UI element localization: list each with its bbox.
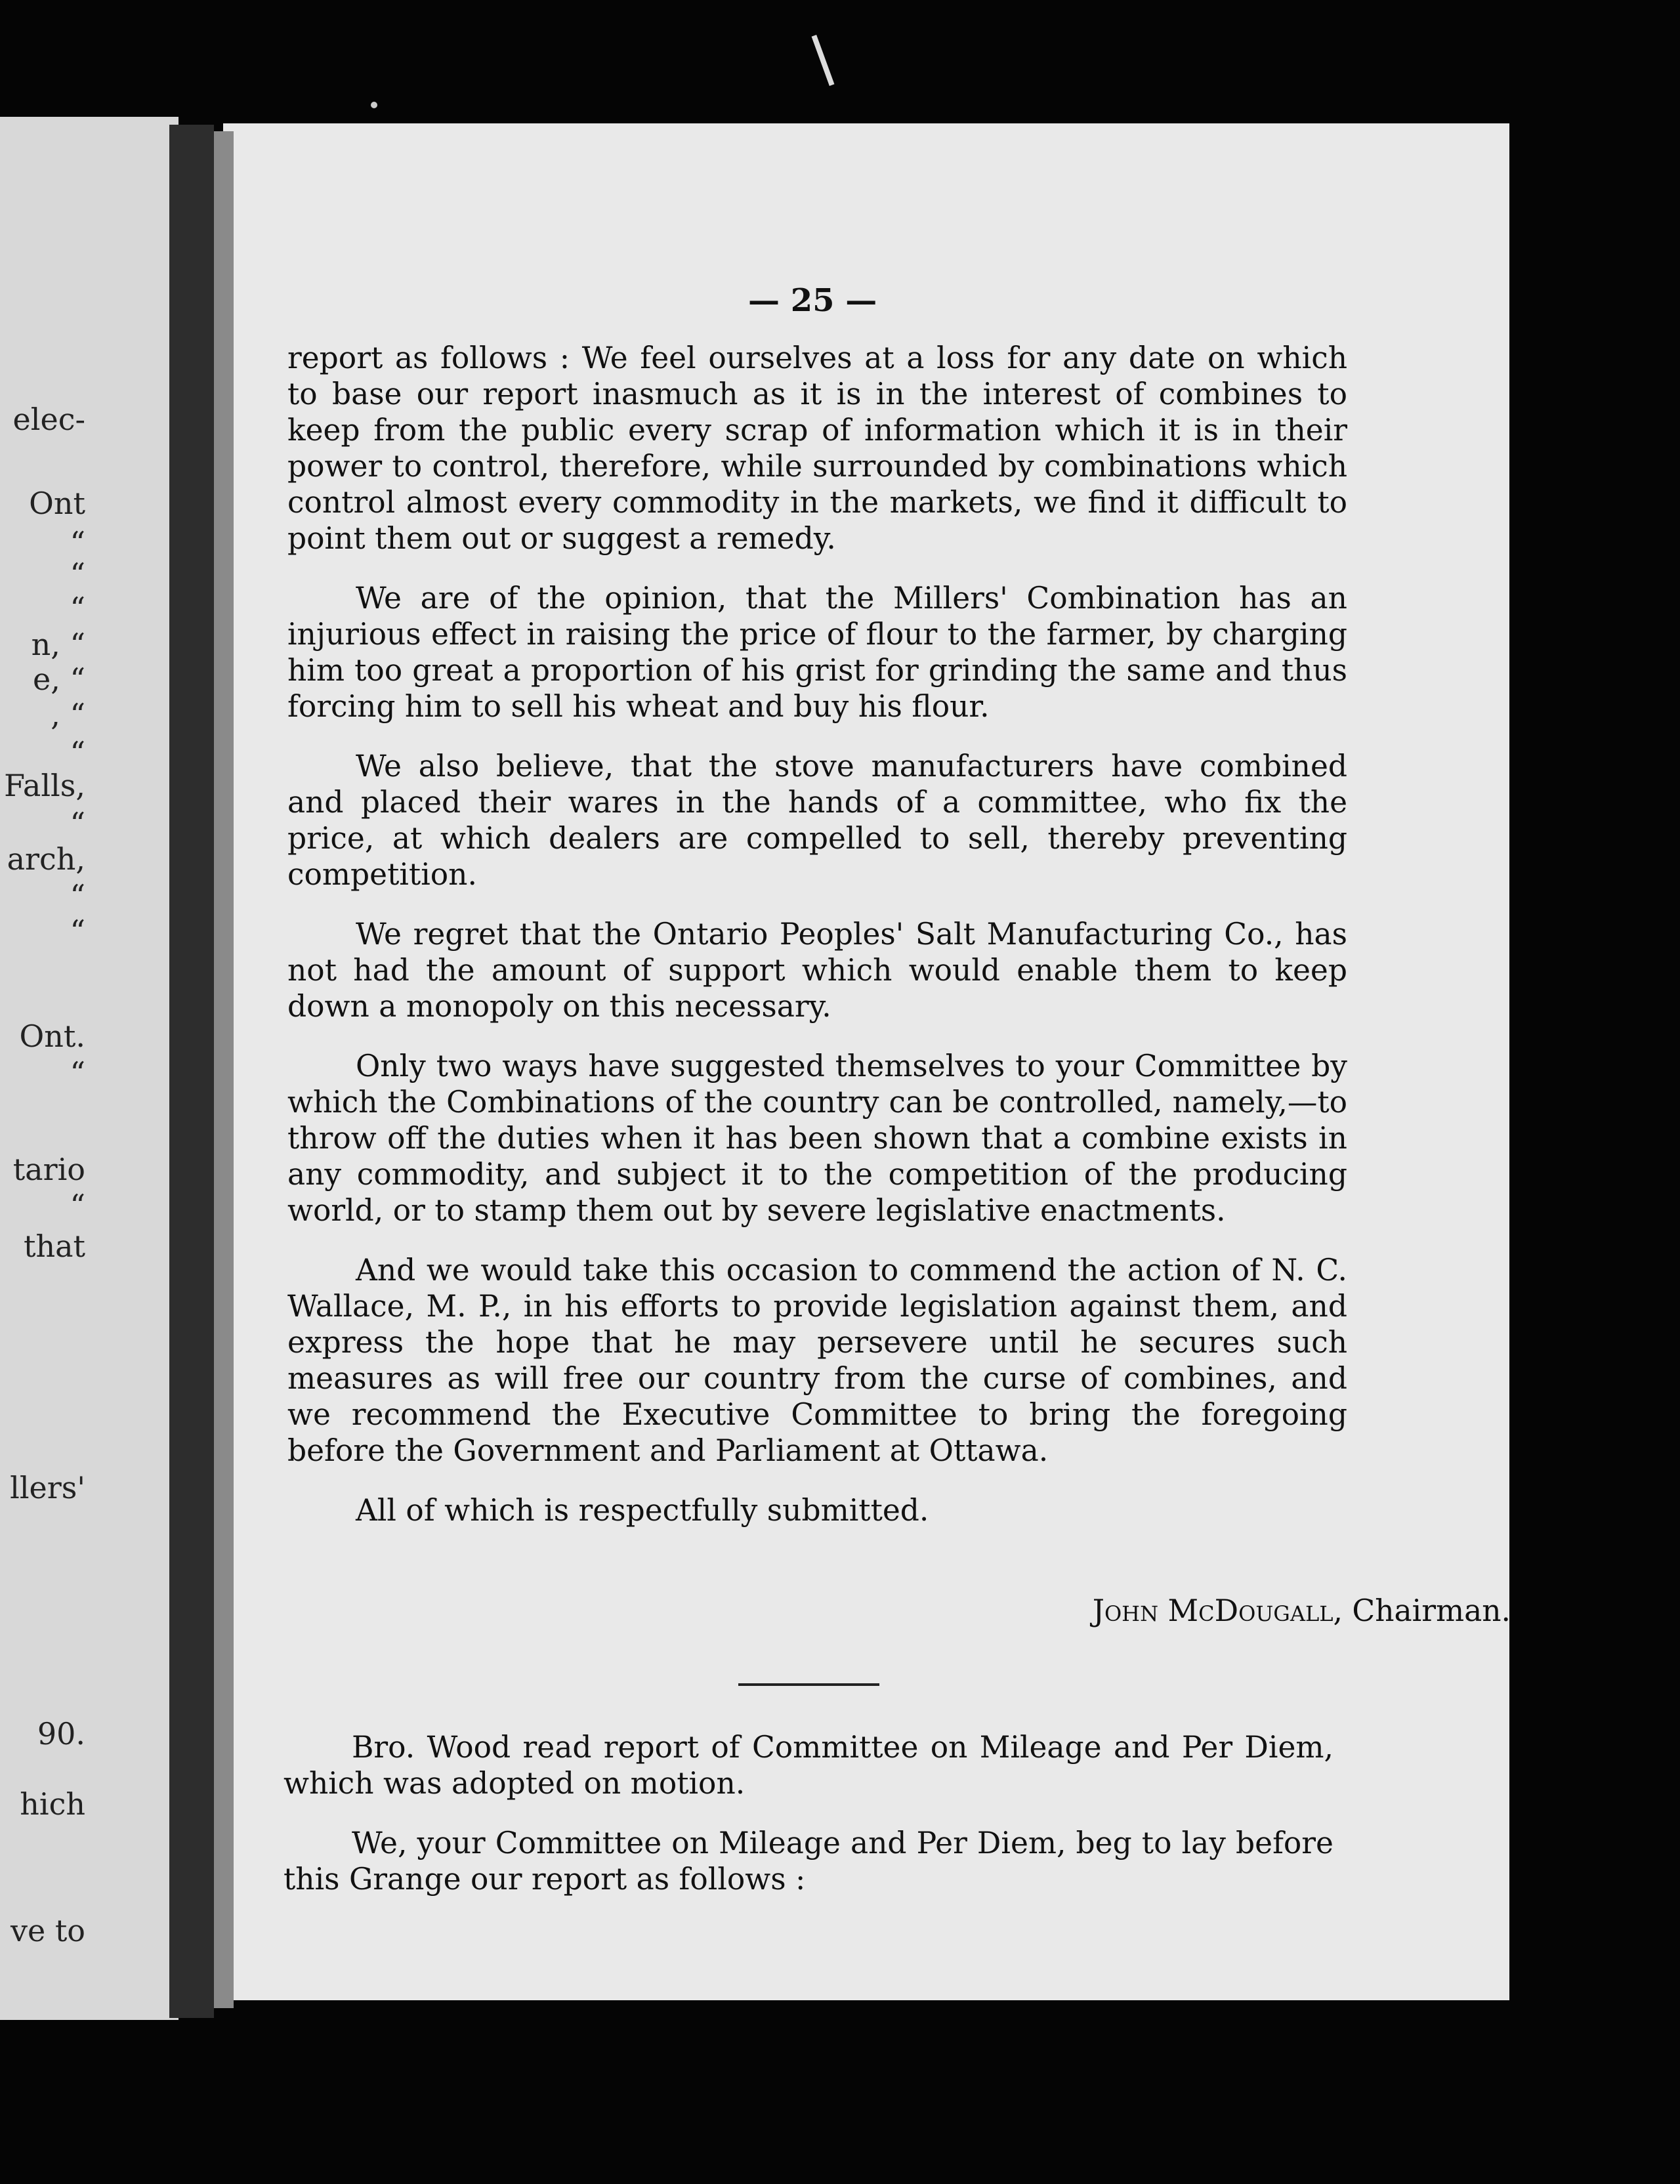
signature [1093, 1593, 1511, 1628]
previous-page-fragment: , “ [51, 697, 85, 732]
previous-page-fragment: “ [70, 1188, 85, 1223]
paragraph: And we would take this occasion to commend the action of N. C. Wallace, M. P., in his efforts to provide legislation against them, and express the hope that he may persevere until he secures such measures as will free our country from the curse of combines, and we recommend the Executive Committee to bring the foregoing before the Government and Parliament at Ottawa. [287, 1253, 1347, 1468]
previous-page-fragment: elec- [12, 402, 85, 437]
mileage-report-intro [284, 1729, 1334, 1897]
previous-page-fragment: e, “ [33, 662, 85, 697]
previous-page-fragment: “ [70, 1055, 85, 1091]
paragraph: Bro. Wood read report of Committee on Mileage and Per Diem, which was adopted on motion. [284, 1730, 1334, 1801]
previous-page-fragment: 90. [37, 1716, 85, 1752]
previous-page-fragment: “ [70, 556, 85, 592]
previous-page-fragment: n, “ [31, 627, 85, 662]
previous-page-fragment: arch, [7, 841, 85, 877]
previous-page-fragment: “ [70, 806, 85, 841]
previous-page-fragment: “ [70, 878, 85, 914]
scan-artifact [371, 102, 377, 108]
previous-page-fragment: ve to [10, 1913, 85, 1948]
paragraph: We are of the opinion, that the Millers' Combination has an injurious effect in raising the price of flour to the farmer, by charging him too great a proportion of his grist for grinding the same and thus forcing him to sell his wheat and buy his flour. [287, 581, 1347, 724]
previous-page-fragment: “ [70, 914, 85, 949]
previous-page-fragment: “ [70, 735, 85, 770]
paragraph: We, your Committee on Mileage and Per Diem, beg to lay before this Grange our report as follows : [284, 1826, 1334, 1897]
committee-report-body [287, 340, 1347, 1528]
signatory-name: John McDougall [1092, 1593, 1334, 1628]
previous-page-fragment: “ [70, 591, 85, 626]
signatory-title: , Chairman. [1333, 1593, 1511, 1628]
gutter-shadow [214, 131, 234, 2008]
paragraph: We also believe, that the stove manufacturers have combined and placed their wares in the hands of a committee, who fix the price, at which dealers are compelled to sell, thereby preventing competition. [287, 749, 1347, 892]
previous-page-fragment: Ont [29, 486, 85, 521]
previous-page-fragment: that [23, 1228, 85, 1264]
previous-page-fragment: “ [70, 525, 85, 560]
previous-page-fragment: llers' [10, 1470, 85, 1505]
paragraph: Only two ways have suggested themselves to your Committee by which the Combinations of the country can be controlled, namely,—to throw off the duties when it has been shown that a combine exists in any commodity, and subject it to the competition of the producing world, or to stamp them out by severe legislative enactments. [287, 1049, 1347, 1228]
paragraph: We regret that the Ontario Peoples' Salt Manufacturing Co., has not had the amount of support which would enable them to keep down a monopoly on this necessary. [287, 917, 1347, 1024]
book-gutter [169, 125, 214, 2018]
previous-page-edge [0, 117, 178, 2020]
previous-page-fragment: tario [12, 1152, 85, 1187]
closing-line: All of which is respectfully submitted. [356, 1493, 929, 1528]
scan-artifact [812, 35, 835, 86]
previous-page-fragment: Falls, [4, 768, 85, 803]
previous-page-fragment: Ont. [19, 1018, 85, 1054]
paragraph: report as follows : We feel ourselves at a loss for any date on which to base our report inasmuch as it is in the interest of combines to keep from the public every scrap of information which it is in their power to control, therefore, while surrounded by combinations which control almost every commodity in the markets, we find it difficult to point them out or suggest a remedy. [287, 341, 1347, 556]
previous-page-fragment: hich [20, 1786, 85, 1822]
page-number: — 25 — [748, 282, 877, 319]
section-divider [738, 1683, 879, 1686]
